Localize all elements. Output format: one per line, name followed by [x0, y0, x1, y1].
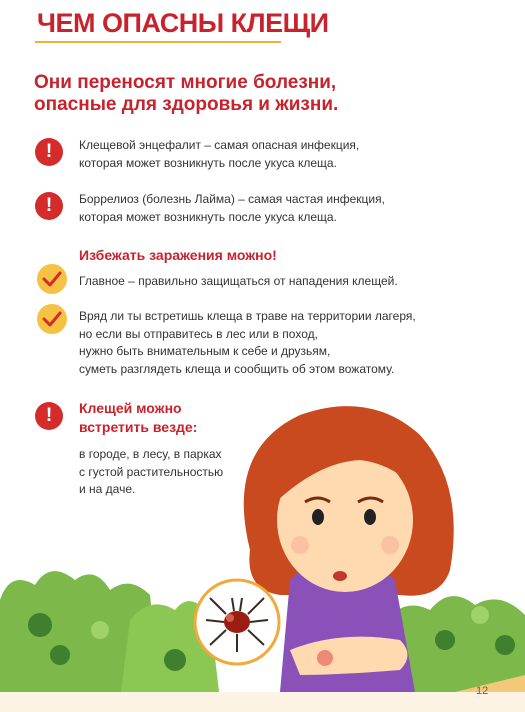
exclamation-icon: ! — [35, 402, 63, 430]
text-line: с густой растительностью — [79, 464, 224, 479]
text-line: которая может возникнуть после укуса клеща. — [79, 209, 337, 224]
text-line: которая может возникнуть после укуса клеща. — [79, 155, 337, 170]
check-text-protect — [79, 273, 398, 291]
avoid-heading: Избежать заражения можно! — [79, 247, 277, 263]
subtitle-line: Они переносят многие болезни, — [34, 72, 337, 93]
text-line: Вряд ли ты встретишь клеща в траве на территории лагеря, — [79, 309, 416, 323]
heading-line: встретить везде: — [79, 419, 198, 435]
warning-text-borreliosis — [79, 191, 385, 226]
text-line: Клещевой энцефалит – самая опасная инфекция, — [79, 138, 360, 152]
subtitle-line: опасные для здоровья и жизни. — [34, 94, 339, 115]
exclamation-icon: ! — [35, 192, 63, 220]
heading-line: Клещей можно — [79, 400, 182, 416]
text-line: Боррелиоз (болезнь Лайма) – самая частая инфекция, — [79, 192, 385, 206]
check-icon — [37, 264, 67, 294]
title-underline — [35, 41, 281, 43]
text-line: в городе, в лесу, в парках — [79, 447, 222, 461]
page-title: ЧЕМ ОПАСНЫ КЛЕЩИ — [37, 8, 329, 38]
page-number: 12 — [476, 685, 489, 697]
text-line: Главное – правильно защищаться от нападения клещей. — [79, 274, 398, 288]
subtitle — [34, 72, 338, 116]
check-text-camp — [79, 308, 416, 378]
text-line: суметь разглядеть клеща и сообщить об этом вожатому. — [79, 361, 395, 376]
check-icon — [37, 304, 67, 334]
exclamation-icon: ! — [35, 138, 63, 166]
tick-illustration — [195, 580, 279, 664]
warning-text-encephalitis — [79, 137, 359, 172]
text-line: но если вы отправитесь в лес или в поход, — [79, 326, 318, 341]
girl-illustration — [0, 390, 525, 712]
text-line: нужно быть внимательным к себе и друзьям, — [79, 344, 331, 358]
text-line: и на даче. — [79, 482, 136, 496]
